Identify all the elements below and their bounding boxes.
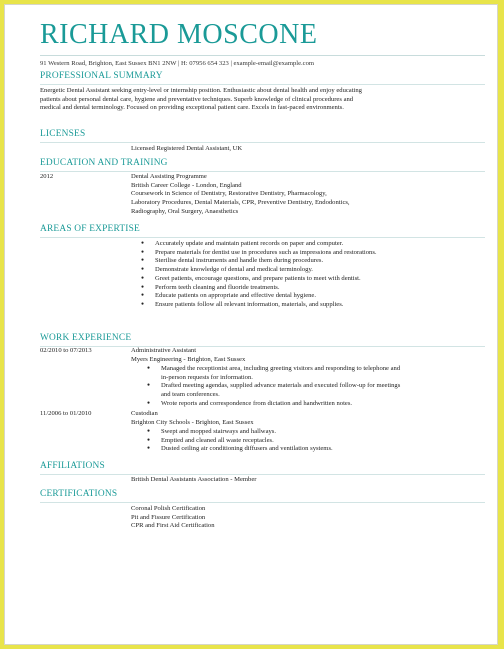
job-bullets	[147, 428, 409, 454]
education-line: Laboratory Procedures, Dental Materials, CPR, Preventive Dentistry, Endodontics,	[131, 199, 350, 207]
education-line: British Career College - London, England	[131, 181, 242, 189]
certification-item: Pit and Fissure Certification	[131, 513, 206, 521]
expertise-item: ● Ensure patients follow all relevant information, materials, and supplies.	[141, 301, 423, 310]
job-company: Myers Engineering - Brighton, East Sussex	[131, 355, 246, 363]
job-bullet: ● Dusted ceiling air conditioning diffusers and ventilation systems.	[147, 445, 409, 454]
expertise-item: ● Accurately update and maintain patient records on paper and computer.	[141, 240, 423, 249]
expertise-item: ● Sterilise dental instruments and handle them during procedures.	[141, 257, 423, 266]
expertise-heading: AREAS OF EXPERTISE	[40, 224, 140, 234]
job-bullet: ● Wrote reports and correspondence from dictation and handwritten notes.	[147, 400, 409, 409]
education-line: Dental Assisting Programme	[131, 173, 207, 180]
license-item: Licensed Registered Dental Assistant, UK	[131, 145, 243, 152]
expertise-item: ● Prepare materials for dentist use in procedures such as impressions and restorations.	[141, 249, 423, 258]
expertise-divider	[40, 237, 485, 238]
certification-item: CPR and First Aid Certification	[131, 522, 215, 530]
expertise-item: ● Greet patients, encourage questions, and prepare patients to meet with dentist.	[141, 275, 423, 284]
job-bullets	[147, 365, 409, 409]
affiliations-heading: AFFILIATIONS	[40, 461, 105, 471]
header-divider	[40, 55, 485, 56]
job-bullet: ● Swept and mopped stairways and hallways.	[147, 428, 409, 437]
education-heading: EDUCATION AND TRAINING	[40, 158, 168, 168]
expertise-item: ● Educate patients on appropriate and effective dental hygiene.	[141, 292, 423, 301]
certifications-divider	[40, 502, 485, 503]
job-bullet: ● Managed the receptionist area, including greeting visitors and responding to telephone and in-person requests for information.	[147, 365, 409, 382]
affiliations-divider	[40, 474, 485, 475]
expertise-item: ● Demonstrate knowledge of dental and medical terminology.	[141, 266, 423, 275]
expertise-list	[141, 240, 423, 310]
education-line: Radiography, Oral Surgery, Anaesthetics	[131, 207, 239, 215]
work-divider	[40, 346, 485, 347]
summary-heading: PROFESSIONAL SUMMARY	[40, 71, 163, 81]
job-bullet: ● Emptied and cleaned all waste receptacles.	[147, 437, 409, 446]
licenses-heading: LICENSES	[40, 129, 86, 139]
work-heading: WORK EXPERIENCE	[40, 333, 132, 343]
certification-item: Coronal Polish Certification	[131, 505, 206, 512]
education-line: Coursework in Science of Dentistry, Restorative Dentistry, Pharmacology,	[131, 190, 327, 198]
expertise-item: ● Perform teeth cleaning and fluoride treatments.	[141, 284, 423, 293]
contact-line: 91 Western Road, Brighton, East Sussex BN1 2NW | H: 07956 654 323 | example-email@example.com	[40, 60, 315, 67]
resume-name: RICHARD MOSCONE	[40, 19, 318, 50]
affiliation-item: British Dental Assistants Association - Member	[131, 476, 257, 483]
job-header	[131, 347, 245, 364]
job-dates: 02/2010 to 07/2013	[40, 347, 92, 354]
certifications-heading: CERTIFICATIONS	[40, 489, 118, 499]
resume-page	[4, 4, 498, 645]
job-title: Administrative Assistant	[131, 347, 197, 354]
job-bullet: ● Drafted meeting agendas, supplied advance materials and executed follow-up for meetings and team conferences.	[147, 382, 409, 399]
summary-text: Energetic Dental Assistant seeking entry-level or internship position. Enthusiastic about dental health and enjoy educating patients about personal dental care, hygiene and preventative techniques. Superb knowledge of clinical procedures and medical and dental terminology. Focused on providing exceptional patient care. Excels in fast-paced environments.	[40, 87, 362, 112]
education-year: 2012	[40, 173, 54, 180]
job-title: Custodian	[131, 410, 158, 417]
job-dates: 11/2006 to 01/2010	[40, 410, 92, 417]
job-header	[131, 410, 254, 427]
job-company: Brighton City Schools - Brighton, East Sussex	[131, 418, 254, 426]
education-details	[131, 173, 350, 217]
education-divider	[40, 171, 485, 172]
certifications-list	[131, 505, 215, 531]
summary-divider	[40, 84, 485, 85]
licenses-divider	[40, 142, 485, 143]
